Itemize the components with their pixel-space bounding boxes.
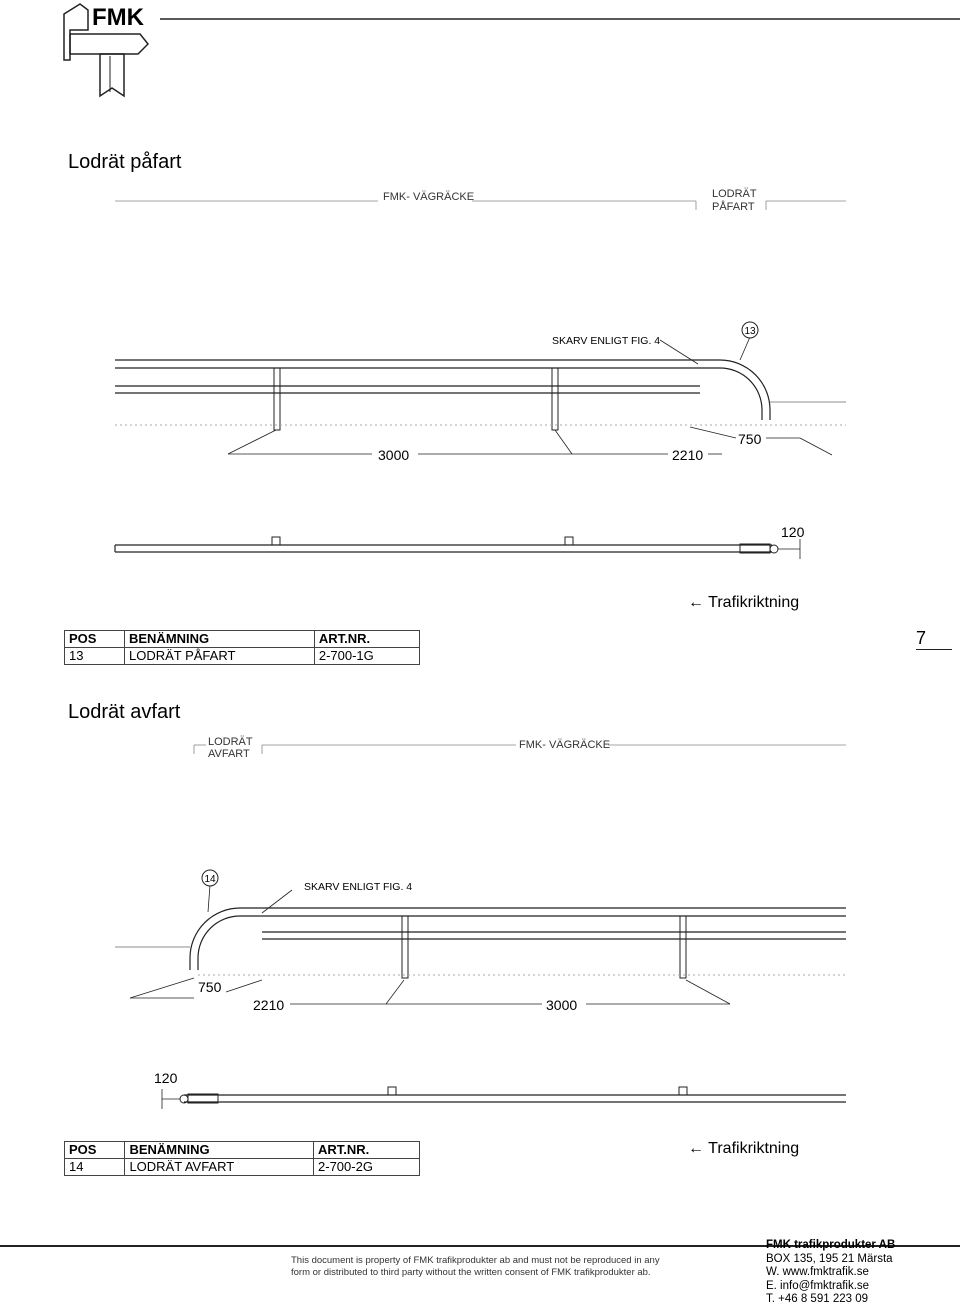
section2-label-left-1: LODRÄT — [208, 736, 253, 748]
company-address: BOX 135, 195 21 Märsta — [766, 1252, 893, 1265]
section1-parts-table — [64, 630, 420, 665]
dim-2210-1: 2210 — [672, 447, 704, 463]
company-web: W. www.fmktrafik.se — [766, 1266, 869, 1278]
section1-plan-drawing — [0, 515, 960, 575]
cell-pos: 13 — [65, 648, 125, 665]
dim-120-1: 120 — [781, 524, 805, 540]
section2-elevation-drawing — [0, 730, 960, 1030]
traffic-label-1: Trafikriktning — [708, 594, 800, 611]
cell-name: LODRÄT PÅFART — [124, 648, 314, 665]
dim-750-1: 750 — [738, 431, 762, 447]
joint-label-2: SKARV ENLIGT FIG. 4 — [304, 881, 413, 893]
arrow-left-icon: ← — [688, 1140, 704, 1157]
section1-title: Lodrät påfart — [68, 151, 182, 173]
section2-label-fmk: FMK- VÄGRÄCKE — [519, 739, 611, 751]
section1-elevation-drawing — [0, 180, 960, 480]
section1-label-fmk: FMK- VÄGRÄCKE — [383, 191, 475, 203]
footer-note-line1: This document is property of FMK trafikprodukter ab and must not be reproduced in any — [291, 1255, 660, 1266]
section2-label-left-2: AVFART — [208, 748, 250, 760]
col-art: ART.NR. — [314, 1142, 420, 1159]
dim-750-2: 750 — [198, 979, 222, 995]
dim-2210-2: 2210 — [253, 997, 285, 1013]
company-block — [766, 1239, 895, 1307]
table-header-row — [65, 1142, 420, 1159]
col-name: BENÄMNING — [125, 1142, 314, 1159]
logo-text: FMK — [92, 4, 144, 31]
section2-parts-table — [64, 1141, 420, 1176]
dim-3000-1: 3000 — [378, 447, 410, 463]
col-pos: POS — [65, 1142, 125, 1159]
item-14-number: 14 — [204, 874, 216, 885]
col-art: ART.NR. — [314, 631, 419, 648]
footer-note-line2: form or distributed to third party without the written consent of FMK trafikprodukter ab. — [291, 1267, 651, 1278]
cell-art: 2-700-1G — [314, 648, 419, 665]
company-phone: T. +46 8 591 223 09 — [766, 1293, 868, 1305]
section2-title: Lodrät avfart — [68, 701, 181, 723]
item-13-number: 13 — [744, 326, 756, 337]
footer-note — [291, 1255, 660, 1279]
traffic-direction-1 — [688, 594, 799, 612]
col-pos: POS — [65, 631, 125, 648]
table-header-row — [65, 631, 420, 648]
table-row — [65, 648, 420, 665]
traffic-label-2: Trafikriktning — [708, 1140, 800, 1157]
cell-art: 2-700-2G — [314, 1159, 420, 1176]
cell-name: LODRÄT AVFART — [125, 1159, 314, 1176]
dim-120-2: 120 — [154, 1070, 178, 1086]
header-graphics — [0, 0, 960, 100]
section2-plan-drawing — [0, 1060, 960, 1120]
arrow-left-icon: ← — [688, 594, 704, 611]
section1-label-right-1: LODRÄT — [712, 188, 757, 200]
dim-3000-2: 3000 — [546, 997, 578, 1013]
joint-label-1: SKARV ENLIGT FIG. 4 — [552, 335, 661, 347]
traffic-direction-2 — [688, 1140, 799, 1158]
company-email: E. info@fmktrafik.se — [766, 1279, 870, 1292]
section1-label-right-2: PÅFART — [712, 201, 755, 213]
page-number: 7 — [916, 628, 952, 650]
table-row — [65, 1159, 420, 1176]
cell-pos: 14 — [65, 1159, 125, 1176]
col-name: BENÄMNING — [124, 631, 314, 648]
company-name: FMK trafikprodukter AB — [766, 1239, 896, 1251]
